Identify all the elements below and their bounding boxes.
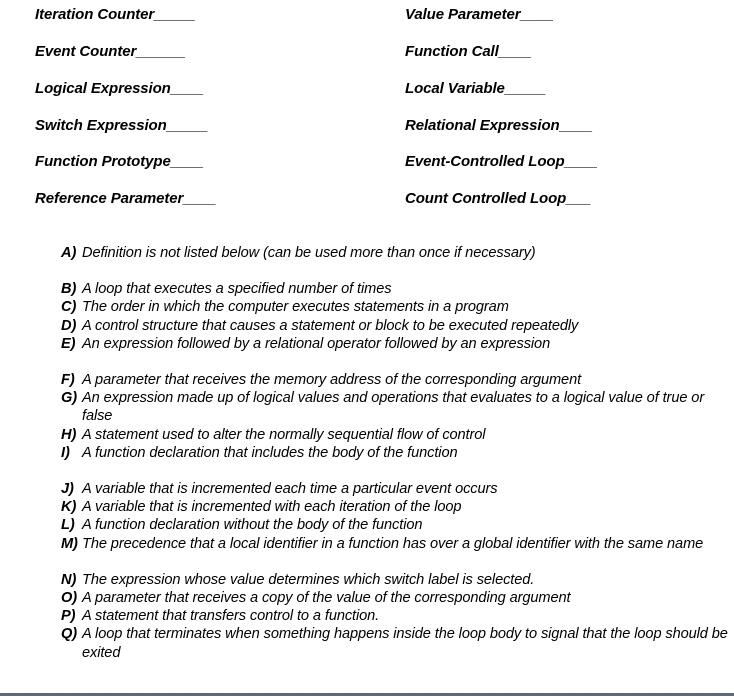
answer-blank: ____	[559, 117, 593, 134]
definition-text: The order in which the computer executes statements in a program	[82, 299, 509, 316]
term-iteration-counter	[35, 6, 195, 24]
definition-text: A parameter that receives the memory address of the corresponding argument	[82, 372, 582, 389]
term-label: Count Controlled Loop	[405, 190, 567, 207]
answer-blank: _____	[166, 117, 208, 134]
term-label: Local Variable	[405, 80, 505, 97]
term-value-parameter	[405, 6, 554, 24]
definition-text: A parameter that receives a copy of the value of the corresponding argument	[82, 590, 571, 607]
definition-text: A variable that is incremented with each iteration of the loop	[82, 499, 462, 516]
definition-group	[61, 371, 731, 462]
definition-item-k	[61, 498, 731, 516]
definition-item-f	[61, 371, 731, 389]
term-local-variable	[405, 80, 546, 98]
answer-blank: _____	[154, 6, 196, 23]
definitions-section	[61, 244, 731, 680]
definition-letter: P)	[61, 608, 76, 625]
definition-letter: L)	[61, 517, 75, 534]
definition-group	[61, 480, 731, 553]
definition-item-a	[61, 244, 731, 262]
definition-letter: E)	[61, 335, 76, 352]
definition-letter: B)	[61, 281, 77, 298]
definition-item-q	[61, 625, 731, 661]
definition-item-c	[61, 298, 731, 316]
definition-text: Definition is not listed below (can be used more than once if necessary)	[82, 245, 536, 261]
term-label: Switch Expression	[35, 117, 167, 134]
definition-letter: A)	[61, 245, 77, 261]
term-label: Relational Expression	[405, 117, 560, 134]
answer-blank: ___	[566, 190, 591, 207]
definition-text: An expression made up of logical values and operations that evaluates to a logical value of true or false	[82, 390, 705, 425]
term-label: Event Counter	[35, 43, 137, 60]
term-label: Value Parameter	[405, 6, 521, 23]
term-event-counter	[35, 43, 186, 61]
definition-text: A control structure that causes a statement or block to be executed repeatedly	[82, 317, 579, 334]
definition-letter: O)	[61, 590, 78, 607]
answer-blank: _____	[504, 80, 546, 97]
term-function-call	[405, 43, 532, 61]
definition-item-d	[61, 317, 731, 335]
term-relational-expression	[405, 117, 593, 135]
definition-letter: M)	[61, 535, 78, 552]
term-reference-parameter	[35, 190, 216, 208]
definition-letter: J)	[61, 481, 74, 498]
term-label: Event-Controlled Loop	[405, 153, 565, 170]
definition-letter: C)	[61, 299, 77, 316]
term-label: Reference Parameter	[35, 190, 184, 207]
answer-blank: ____	[520, 6, 554, 23]
definition-item-i	[61, 444, 731, 462]
definition-text: A variable that is incremented each time a particular event occurs	[82, 481, 498, 498]
definition-item-o	[61, 589, 731, 607]
answer-blank: ______	[136, 43, 186, 60]
definition-letter: N)	[61, 571, 77, 588]
definition-group	[61, 244, 731, 262]
definition-text: A function declaration that includes the body of the function	[82, 444, 458, 461]
definition-item-e	[61, 335, 731, 353]
terms-section	[0, 0, 734, 215]
definition-item-m	[61, 535, 731, 553]
definition-group	[61, 571, 731, 662]
definition-letter: K)	[61, 499, 77, 516]
definition-letter: I)	[61, 444, 70, 461]
term-count-controlled-loop	[405, 190, 591, 208]
term-event-controlled-loop	[405, 153, 598, 171]
definition-item-g	[61, 389, 731, 425]
answer-blank: ____	[183, 190, 217, 207]
definition-text: A statement used to alter the normally sequential flow of control	[82, 426, 486, 443]
definition-text: The precedence that a local identifier in a function has over a global identifier with the same name	[82, 535, 704, 552]
definition-letter: D)	[61, 317, 77, 334]
definition-item-n	[61, 571, 731, 589]
term-label: Iteration Counter	[35, 6, 155, 23]
definition-item-h	[61, 426, 731, 444]
definition-text: A loop that terminates when something happens inside the loop body to signal that the loop should be exited	[82, 626, 728, 661]
answer-blank: ____	[564, 153, 598, 170]
answer-blank: ____	[170, 153, 204, 170]
definition-text: A statement that transfers control to a function.	[82, 608, 380, 625]
definition-item-l	[61, 516, 731, 534]
definition-letter: F)	[61, 372, 75, 389]
term-function-prototype	[35, 153, 204, 171]
definition-text: An expression followed by a relational operator followed by an expression	[82, 335, 551, 352]
term-label: Logical Expression	[35, 80, 171, 97]
definition-letter: H)	[61, 426, 77, 443]
definition-text: The expression whose value determines which switch label is selected.	[82, 571, 535, 588]
term-switch-expression	[35, 117, 208, 135]
definition-text: A function declaration without the body of the function	[82, 517, 423, 534]
definition-item-b	[61, 280, 731, 298]
definition-text: A loop that executes a specified number of times	[82, 281, 392, 298]
definition-item-j	[61, 480, 731, 498]
term-label: Function Call	[405, 43, 499, 60]
definition-item-p	[61, 607, 731, 625]
term-logical-expression	[35, 80, 204, 98]
answer-blank: ____	[498, 43, 532, 60]
definition-letter: Q)	[61, 626, 78, 643]
definition-letter: G)	[61, 390, 78, 407]
term-label: Function Prototype	[35, 153, 171, 170]
answer-blank: ____	[170, 80, 204, 97]
definition-group	[61, 280, 731, 353]
